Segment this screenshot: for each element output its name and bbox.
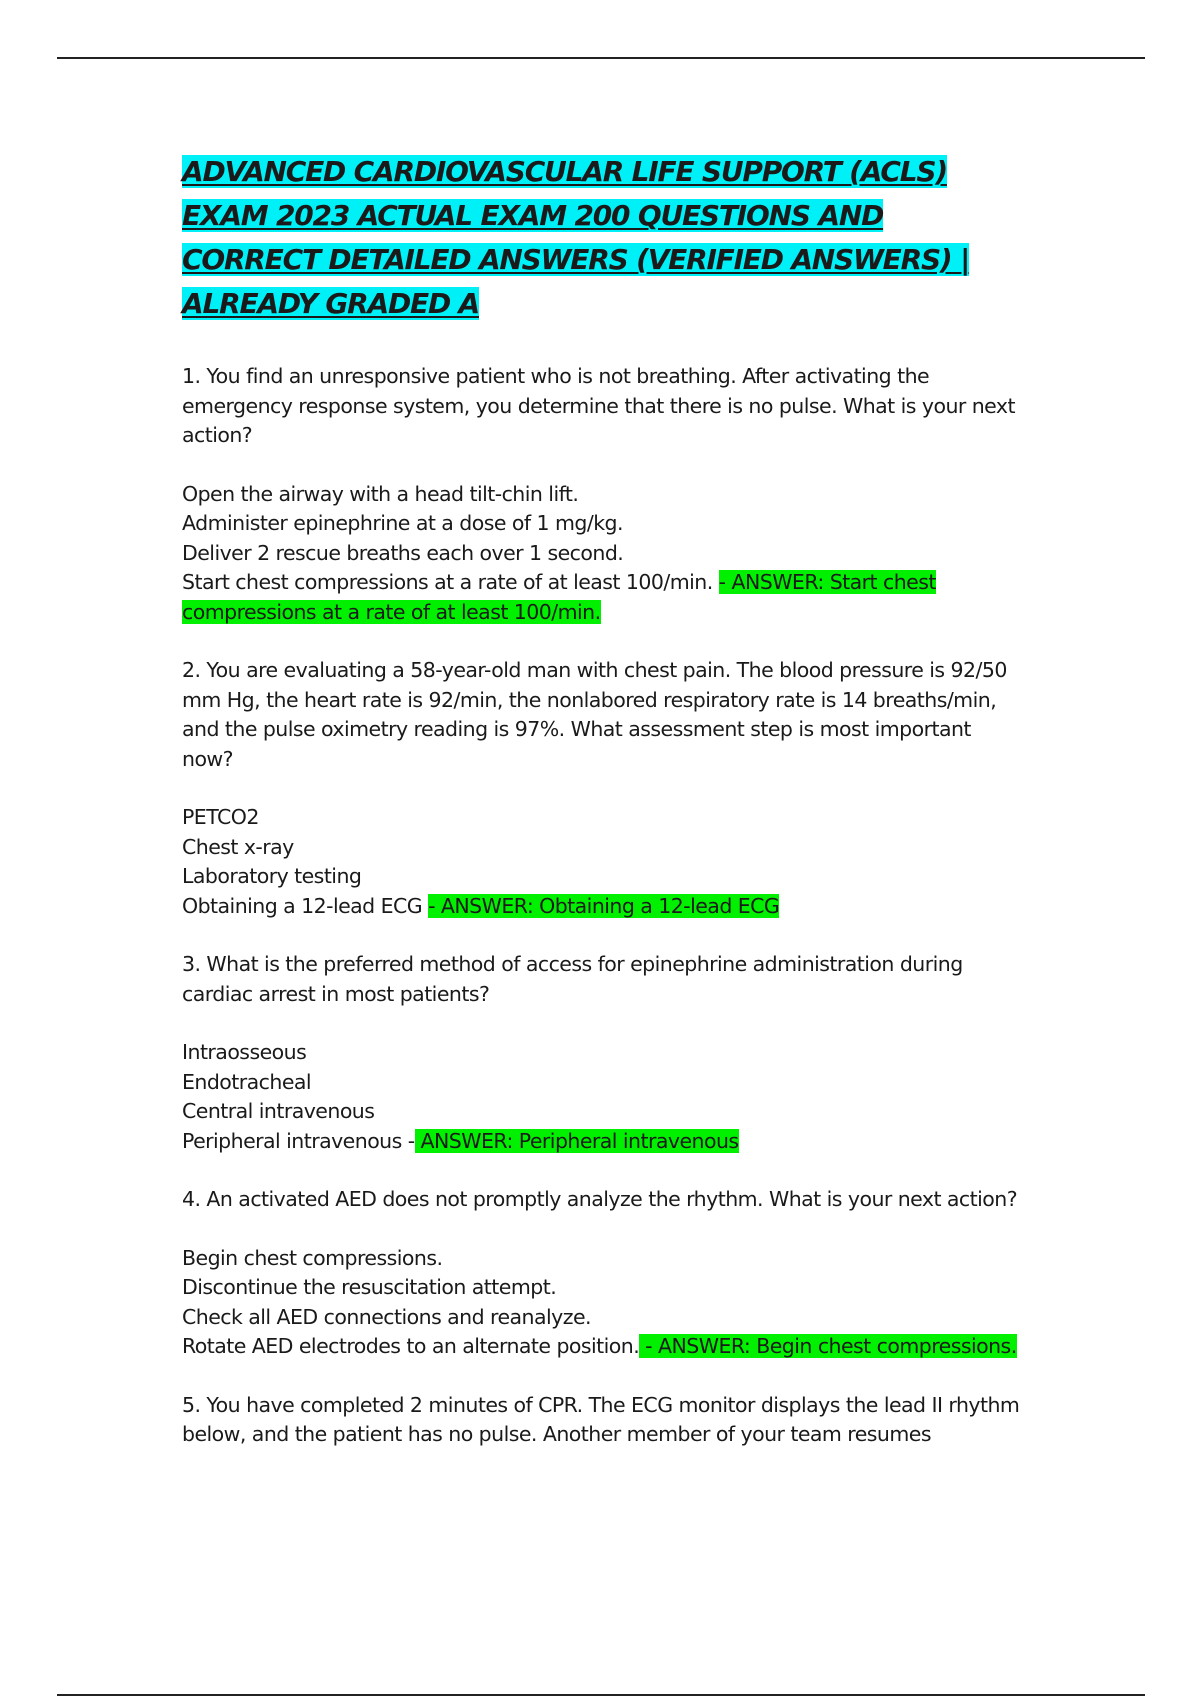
question-3-option-4-text: Peripheral intravenous - <box>182 1128 415 1153</box>
question-1-option-3: Deliver 2 rescue breaths each over 1 second. <box>182 540 624 565</box>
question-2-option-1: PETCO2 <box>182 805 259 829</box>
question-4-option-4-text: Rotate AED electrodes to an alternate position. <box>182 1334 640 1358</box>
question-5 <box>182 1391 1022 1450</box>
question-2-text: 2. You are evaluating a 58-year-old man with chest pain. The blood pressure is 92/50 mm Hg, the heart rate is 92/min, the nonlabored respiratory rate is 14 breaths/min, and the pulse oximetry reading is 97%. What assessment step is most important now? <box>182 658 1007 771</box>
question-3-option-1: Intraosseous <box>182 1040 307 1064</box>
question-3 <box>182 950 1022 1156</box>
question-2-option-2: Chest x-ray <box>182 834 294 859</box>
question-1-answer: - ANSWER: Start chest compressions at a rate of at least 100/min. <box>182 570 936 624</box>
question-2-options <box>182 803 1022 921</box>
question-1-option-4-text: Start chest compressions at a rate of at least 100/min. <box>182 570 719 594</box>
question-4-option-2: Discontinue the resuscitation attempt. <box>182 1275 557 1299</box>
footer-rule <box>57 1694 1145 1696</box>
question-3-text: 3. What is the preferred method of access for epinephrine administration during cardiac arrest in most patients? <box>182 952 963 1006</box>
question-4 <box>182 1185 1022 1362</box>
question-1-text: 1. You find an unresponsive patient who is not breathing. After activating the emergency response system, you determine that there is no pulse. What is your next action? <box>182 364 1015 447</box>
question-2-answer: - ANSWER: Obtaining a 12-lead ECG <box>428 893 780 918</box>
question-1-option-2: Administer epinephrine at a dose of 1 mg/kg. <box>182 511 623 535</box>
question-2 <box>182 656 1022 921</box>
question-1-option-1: Open the airway with a head tilt-chin lift. <box>182 481 579 506</box>
question-3-option-4 <box>182 1127 1022 1157</box>
question-3-option-3: Central intravenous <box>182 1099 375 1123</box>
question-3-option-2: Endotracheal <box>182 1069 312 1094</box>
question-4-options <box>182 1244 1022 1362</box>
question-4-option-3: Check all AED connections and reanalyze. <box>182 1304 591 1329</box>
question-1-option-4 <box>182 568 1022 627</box>
question-1 <box>182 362 1022 627</box>
question-2-option-3: Laboratory testing <box>182 864 362 888</box>
question-3-options <box>182 1038 1022 1156</box>
title-highlight: ADVANCED CARDIOVASCULAR LIFE SUPPORT (ACLS) EXAM 2023 ACTUAL EXAM 200 QUESTIONS AND CORRECT DETAILED ANSWERS (VERIFIED ANSWERS) | ALREADY GRADED A <box>182 155 970 320</box>
header-rule <box>57 57 1145 59</box>
question-5-text: 5. You have completed 2 minutes of CPR. The ECG monitor displays the lead II rhythm below, and the patient has no pulse. Another member of your team resumes <box>182 1392 1020 1446</box>
question-4-option-4 <box>182 1332 1022 1362</box>
question-3-answer: ANSWER: Peripheral intravenous <box>414 1128 739 1153</box>
question-2-option-4-text: Obtaining a 12-lead ECG <box>182 893 429 918</box>
question-1-options <box>182 480 1022 628</box>
question-2-option-4 <box>182 892 1022 922</box>
question-4-answer: - ANSWER: Begin chest compressions. <box>639 1334 1017 1358</box>
question-4-option-1: Begin chest compressions. <box>182 1245 443 1270</box>
question-4-text: 4. An activated AED does not promptly analyze the rhythm. What is your next action? <box>182 1187 1018 1211</box>
document-body <box>182 150 1022 1450</box>
document-title <box>182 150 1022 326</box>
